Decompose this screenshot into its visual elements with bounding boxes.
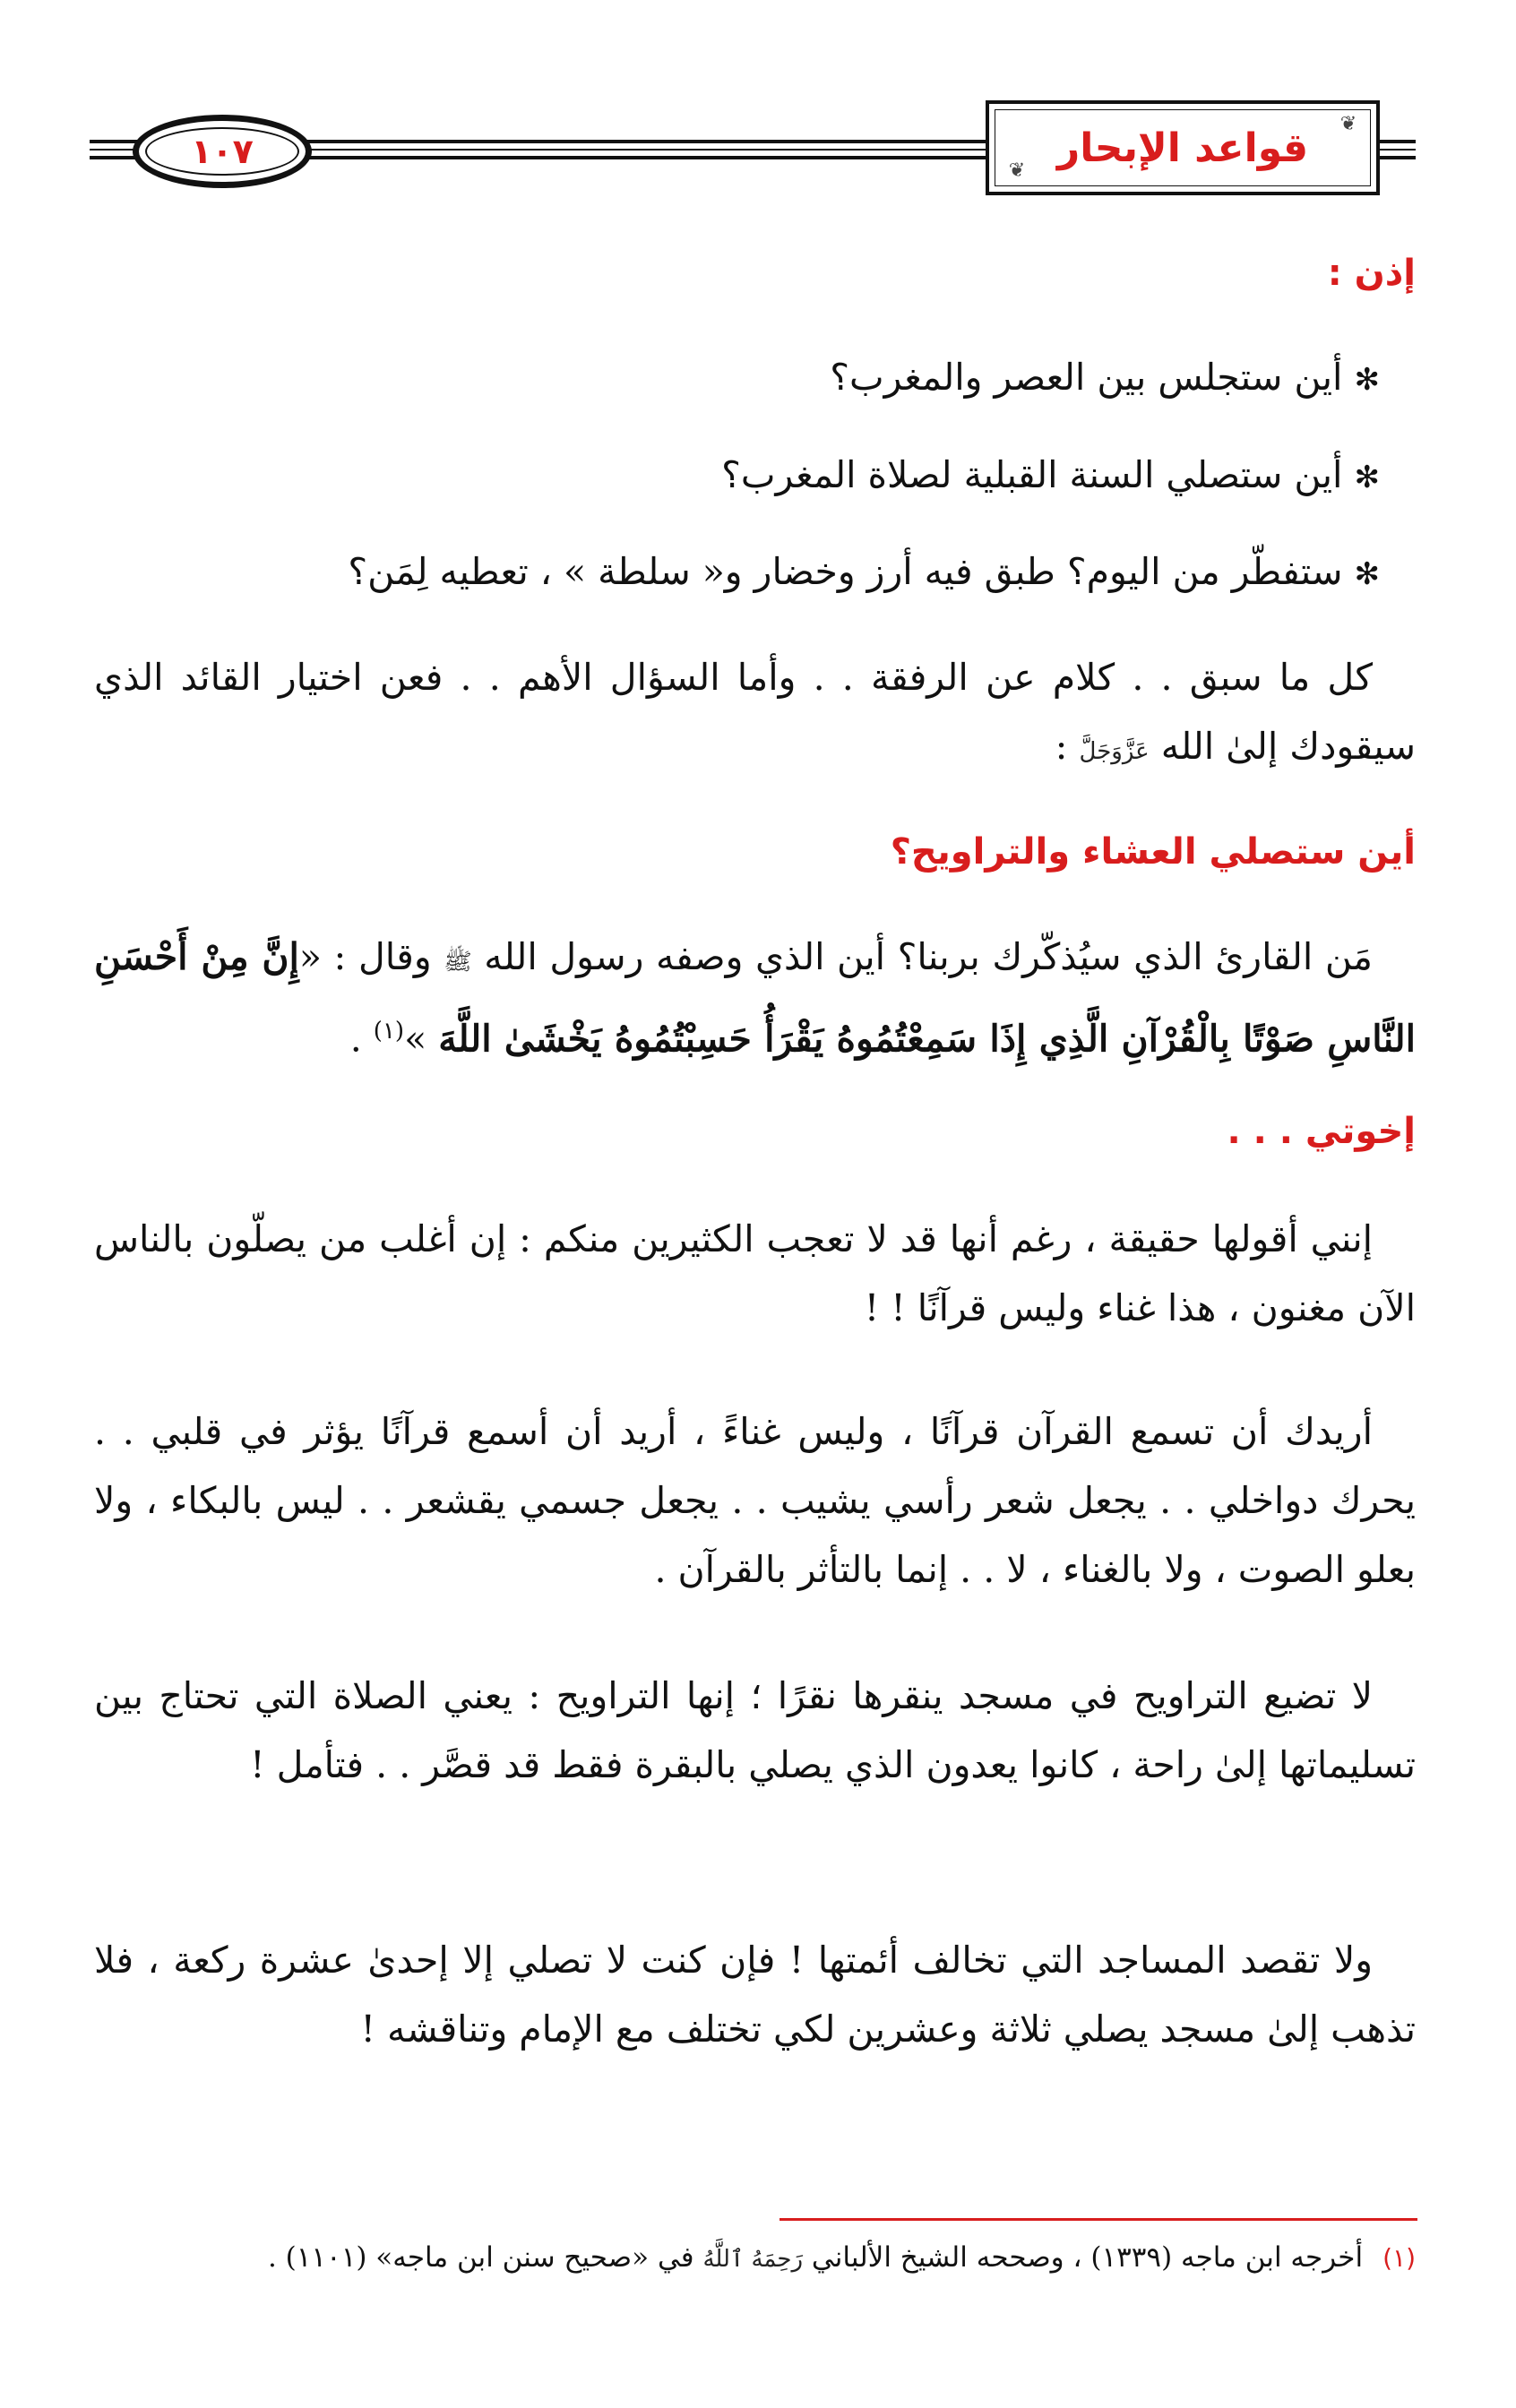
paragraph: لا تضيع التراويح في مسجد ينقرها نقرًا ؛ إنها التراويح : يعني الصلاة التي تحتاج بين تسليماتها إلىٰ راحة ، كانوا يعدون الذي يصلي بالبقرة فقط قد قصَّر . . فتأمل ! — [94, 1674, 1416, 1786]
footnote-rule — [780, 2218, 1417, 2221]
ornament-icon: ❦ — [1008, 159, 1026, 182]
section-heading: إذن : — [1327, 253, 1416, 294]
footnote-marker: (١) — [1382, 2243, 1416, 2273]
section-heading: إخوتي . . . — [1227, 1111, 1416, 1152]
running-title: قواعد الإبحار — [1056, 125, 1309, 171]
ornament-icon: ❦ — [1339, 113, 1357, 135]
paragraph: مَن القارئ الذي سيُذكّرك بربنا؟ أين الذي وصفه رسول الله ﷺ وقال : «إِنَّ مِنْ أَحْسَنِ النَّاسِ صَوْتًا بِالْقُرْآنِ الَّذِي إِذَا سَمِعْتُمُوهُ يَقْرَأُ حَسِبْتُمُوهُ يَخْشَىٰ اللَّهَ »$^{(١)}$ . — [94, 935, 1416, 1061]
paragraph: إنني أقولها حقيقة ، رغم أنها قد لا تعجب الكثيرين منكم : إن أغلب من يصلّون بالناس الآن مغنون ، هذا غناء وليس قرآنًا ! ! — [94, 1217, 1416, 1329]
hadith-text: إِنَّ مِنْ أَحْسَنِ النَّاسِ صَوْتًا بِالْقُرْآنِ الَّذِي إِذَا سَمِعْتُمُوهُ يَقْرَأُ حَسِبْتُمُوهُ يَخْشَىٰ اللَّهَ — [94, 935, 1416, 1061]
asterisk-icon: ✻ — [1354, 362, 1380, 398]
footnote-ref: (١) — [373, 1018, 405, 1045]
bullet-item: ✻ أين ستجلس بين العصر والمغرب؟ — [830, 356, 1380, 399]
paragraph: أريدك أن تسمع القرآن قرآنًا ، وليس غناءً ، أريد أن أسمع قرآنًا يؤثر في قلبي . . يحرك دواخلي . . يجعل شعر رأسي يشيب . . يجعل جسمي يقشعر . . ليس بالبكاء ، ولا بعلو الصوت ، ولا بالغناء ، لا . . إنما بالتأثر بالقرآن . — [94, 1410, 1416, 1591]
paragraph: ولا تقصد المساجد التي تخالف أئمتها ! فإن كنت لا تصلي إلا إحدىٰ عشرة ركعة ، فلا تذهب إلىٰ مسجد يصلي ثلاثة وعشرين لكي تختلف مع الإمام وتناقشه ! — [94, 1939, 1416, 2051]
bullet-item: ✻ أين ستصلي السنة القبلية لصلاة المغرب؟ — [721, 453, 1380, 496]
paragraph: كل ما سبق . . كلام عن الرفقة . . وأما السؤال الأهم . . فعن اختيار القائد الذي سيقودك إلىٰ الله عَزَّوَجَلَّ : — [94, 656, 1416, 768]
section-heading: أين ستصلي العشاء والتراويح؟ — [890, 831, 1416, 873]
page-number-oval — [133, 115, 312, 188]
honorific: عَزَّوَجَلَّ — [1079, 738, 1150, 765]
footnote: (١)أخرجه ابن ماجه (١٣٣٩) ، وصححه الشيخ الألباني رَحِمَهُ ٱللَّهُ في «صحيح سنن ابن ماجه» (١١٠١) . — [267, 2241, 1416, 2274]
page-header — [90, 90, 1416, 206]
asterisk-icon: ✻ — [1354, 556, 1380, 592]
page-number: ١٠٧ — [191, 132, 254, 171]
honorific: رَحِمَهُ ٱللَّهُ — [702, 2246, 804, 2273]
asterisk-icon: ✻ — [1354, 460, 1380, 495]
honorific: ﷺ — [444, 949, 472, 976]
bullet-item: ✻ ستفطّر من اليوم؟ طبق فيه أرز وخضار و« سلطة » ، تعطيه لِمَن؟ — [348, 550, 1380, 593]
running-title-box — [986, 100, 1380, 195]
